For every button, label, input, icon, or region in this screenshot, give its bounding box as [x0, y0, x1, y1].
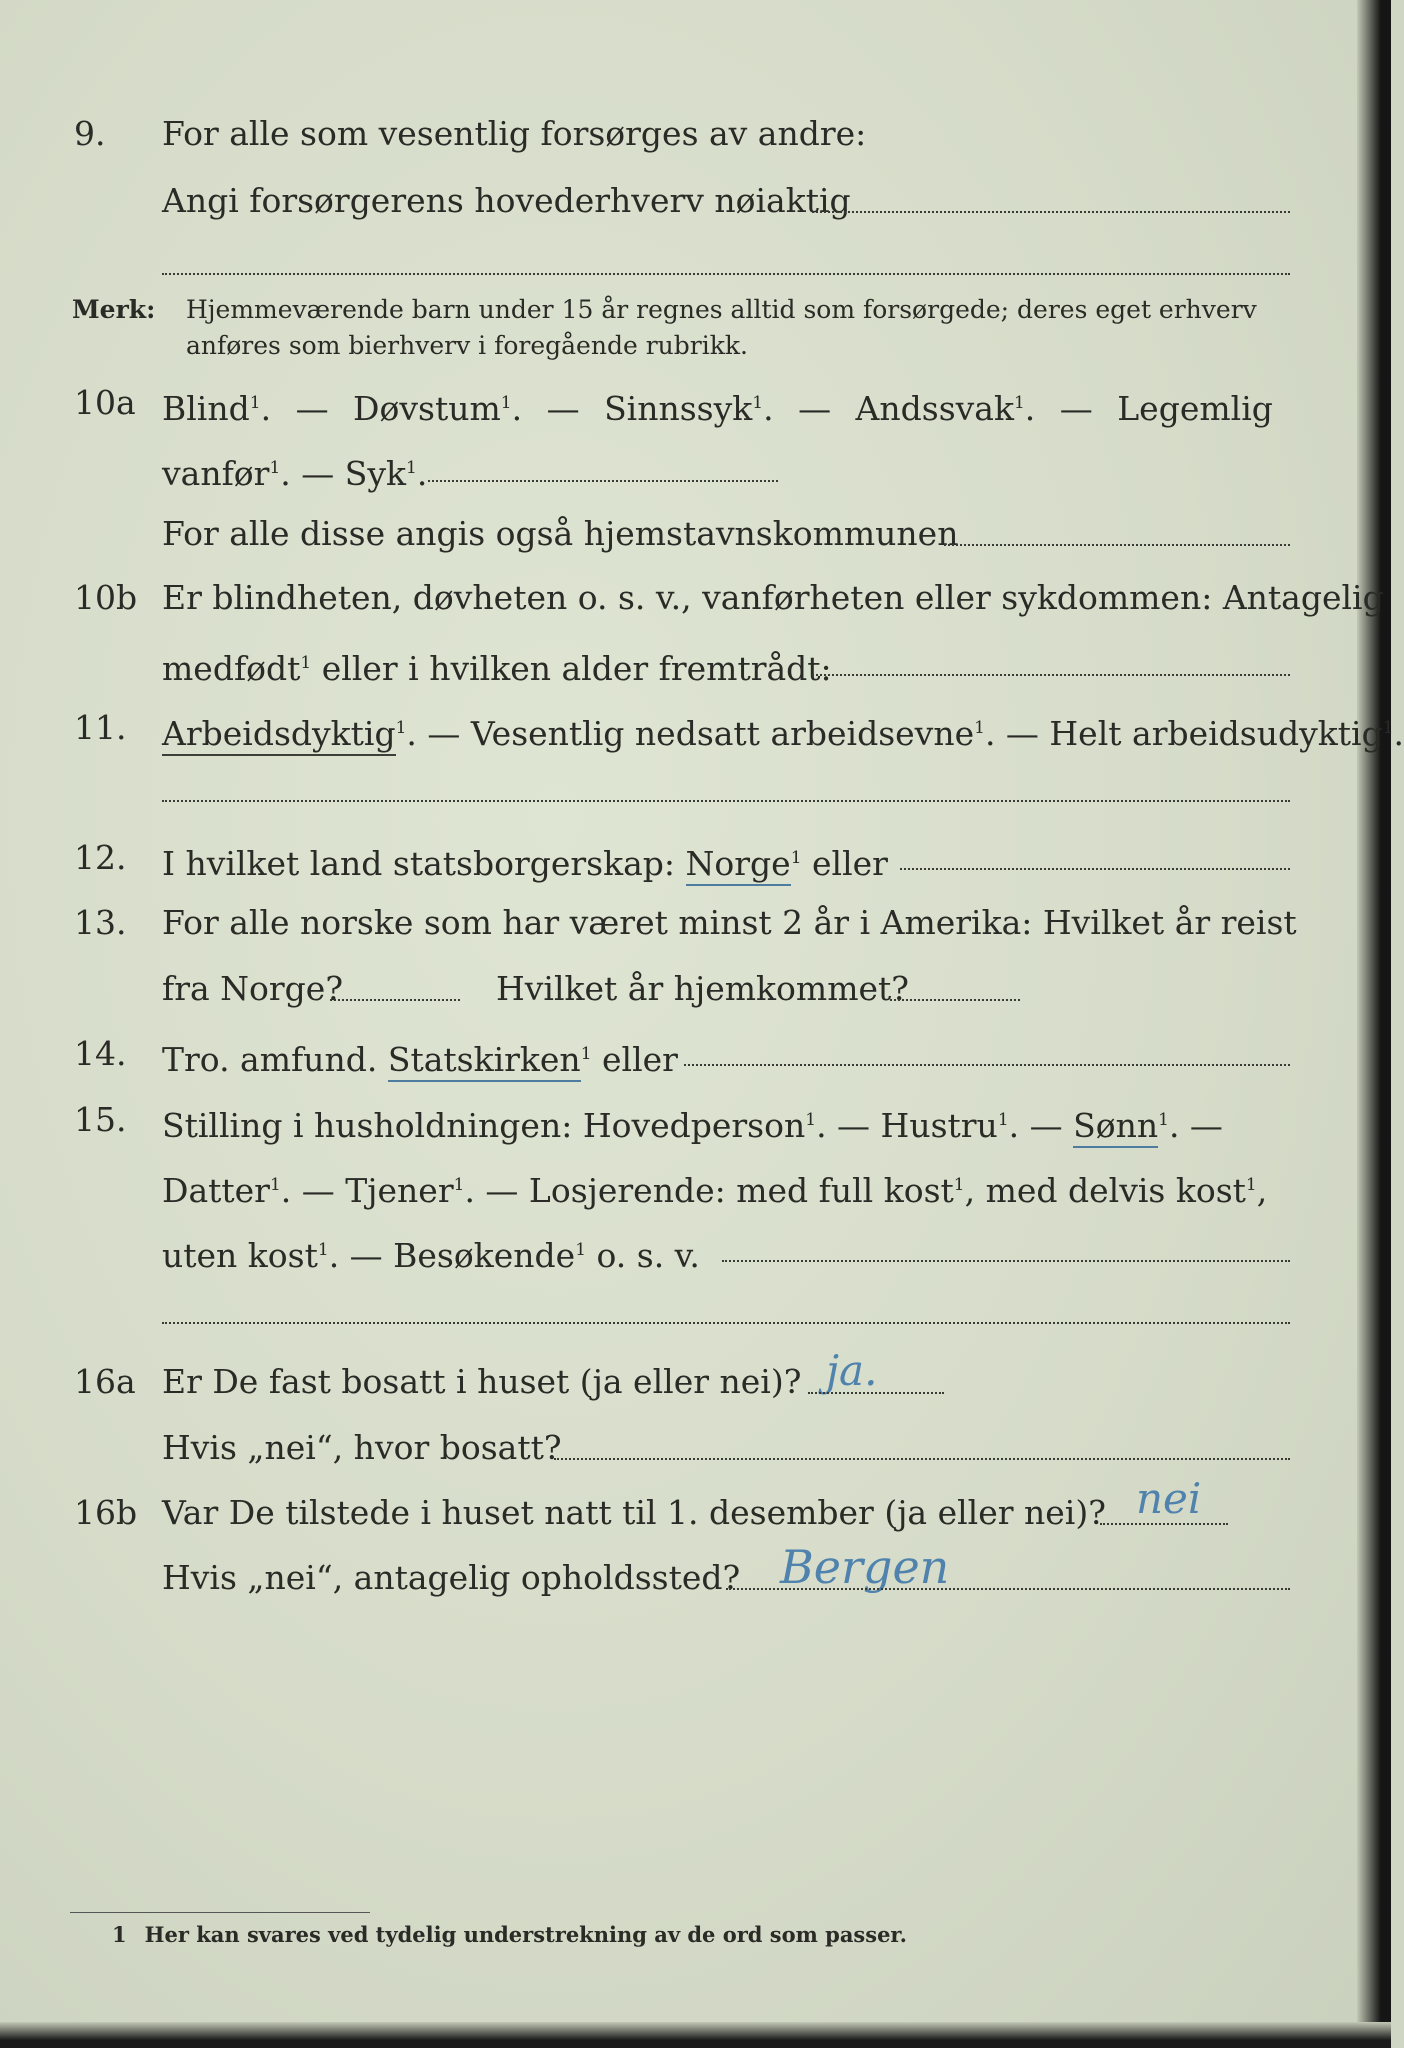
- q13-text2b: Hvilket år hjemkommet?: [496, 969, 909, 1008]
- q16b-sted-line[interactable]: [726, 1588, 1290, 1590]
- q9-text1: For alle som vesentlig forsørges av andre:: [162, 114, 867, 153]
- q16a-text1: Er De fast bosatt i huset (ja eller nei)?: [162, 1362, 802, 1401]
- q10a-text1: Blind$^1$. — Døvstum$^1$. — Sinnssyk$^1$. — Andssvak$^1$. — Legemlig: [162, 389, 1273, 428]
- q13-text2a: fra Norge?: [162, 969, 344, 1008]
- footnote: 1 Her kan svares ved tydelig understrekning av de ord som passer.: [112, 1922, 907, 1947]
- scan-edge-bottom: [0, 2022, 1391, 2048]
- q16a-number: 16a: [74, 1362, 136, 1401]
- q10a-text2: vanfør$^1$. — Syk$^1$.: [162, 454, 428, 493]
- q16b-handwritten-answer: nei: [1136, 1474, 1202, 1523]
- q16a-text2: Hvis „nei“, hvor bosatt?: [162, 1428, 562, 1467]
- q10a-text3: For alle disse angis også hjemstavnskommunen: [162, 514, 959, 553]
- q11-answer-line[interactable]: [162, 800, 1290, 802]
- scan-edge-right: [1357, 0, 1391, 2048]
- q15-number: 15.: [74, 1100, 127, 1139]
- q12-number: 12.: [74, 838, 127, 877]
- q16a-answer-line[interactable]: [808, 1392, 944, 1394]
- q16b-text1: Var De tilstede i huset natt til 1. desember (ja eller nei)?: [162, 1493, 1106, 1532]
- q10b-text2: medfødt$^1$ eller i hvilken alder fremtrådt:: [162, 649, 832, 688]
- q16a-bosatt-line[interactable]: [554, 1458, 1290, 1460]
- q12-text: I hvilket land statsborgerskap: Norge$^1$ eller: [162, 838, 888, 884]
- q14-text: Tro. amfund. Statskirken$^1$ eller: [162, 1034, 678, 1080]
- q11-text: Arbeidsdyktig$^1$. — Vesentlig nedsatt arbeidsevne$^1$. — Helt arbeidsudyktig$^1$.: [162, 708, 1404, 754]
- merk-text2: anføres som bierhverv i foregående rubrikk.: [186, 331, 748, 360]
- q10a-hjemstavn-line[interactable]: [944, 544, 1290, 546]
- q10a-number: 10a: [74, 383, 136, 422]
- q9-answer-line[interactable]: [812, 211, 1290, 213]
- q15-answer-line[interactable]: [722, 1260, 1290, 1262]
- q15-text3: uten kost$^1$. — Besøkende$^1$ o. s. v.: [162, 1236, 700, 1275]
- footnote-rule: [70, 1912, 370, 1913]
- q16b-number: 16b: [74, 1493, 138, 1532]
- q15-answer-line2[interactable]: [162, 1322, 1290, 1324]
- q16b-handwritten-place: Bergen: [780, 1540, 950, 1594]
- q13-text1: For alle norske som har været minst 2 år i Amerika: Hvilket år reist: [162, 903, 1297, 942]
- q13-hjemkommet-line[interactable]: [890, 999, 1020, 1001]
- q10a-answer-line[interactable]: [428, 480, 778, 482]
- q9-number: 9.: [74, 114, 106, 153]
- q10b-text1: Er blindheten, døvheten o. s. v., vanførheten eller sykdommen: Antagelig: [162, 578, 1384, 617]
- q9-text2: Angi forsørgerens hovederhverv nøiaktig: [162, 181, 851, 220]
- q9-answer-line2[interactable]: [162, 273, 1290, 275]
- q14-number: 14.: [74, 1034, 127, 1073]
- q14-answer-line[interactable]: [684, 1064, 1290, 1066]
- q16b-text2: Hvis „nei“, antagelig opholdssted?: [162, 1558, 741, 1597]
- q16b-answer-line[interactable]: [1100, 1523, 1228, 1525]
- merk-label: Merk:: [72, 295, 156, 324]
- q10b-number: 10b: [74, 578, 138, 617]
- q15-text2: Datter$^1$. — Tjener$^1$. — Losjerende: med full kost$^1$, med delvis kost$^1$,: [162, 1171, 1268, 1210]
- q12-answer-line[interactable]: [900, 868, 1290, 870]
- q15-text1: Stilling i husholdningen: Hovedperson$^1$. — Hustru$^1$. — Sønn$^1$. —: [162, 1100, 1223, 1146]
- q11-number: 11.: [74, 708, 127, 747]
- q10b-answer-line[interactable]: [812, 674, 1290, 676]
- merk-text1: Hjemmeværende barn under 15 år regnes alltid som forsørgede; deres eget erhverv: [186, 295, 1257, 324]
- q13-number: 13.: [74, 903, 127, 942]
- q16a-handwritten-answer: ja.: [826, 1346, 878, 1395]
- q13-reist-line[interactable]: [330, 999, 460, 1001]
